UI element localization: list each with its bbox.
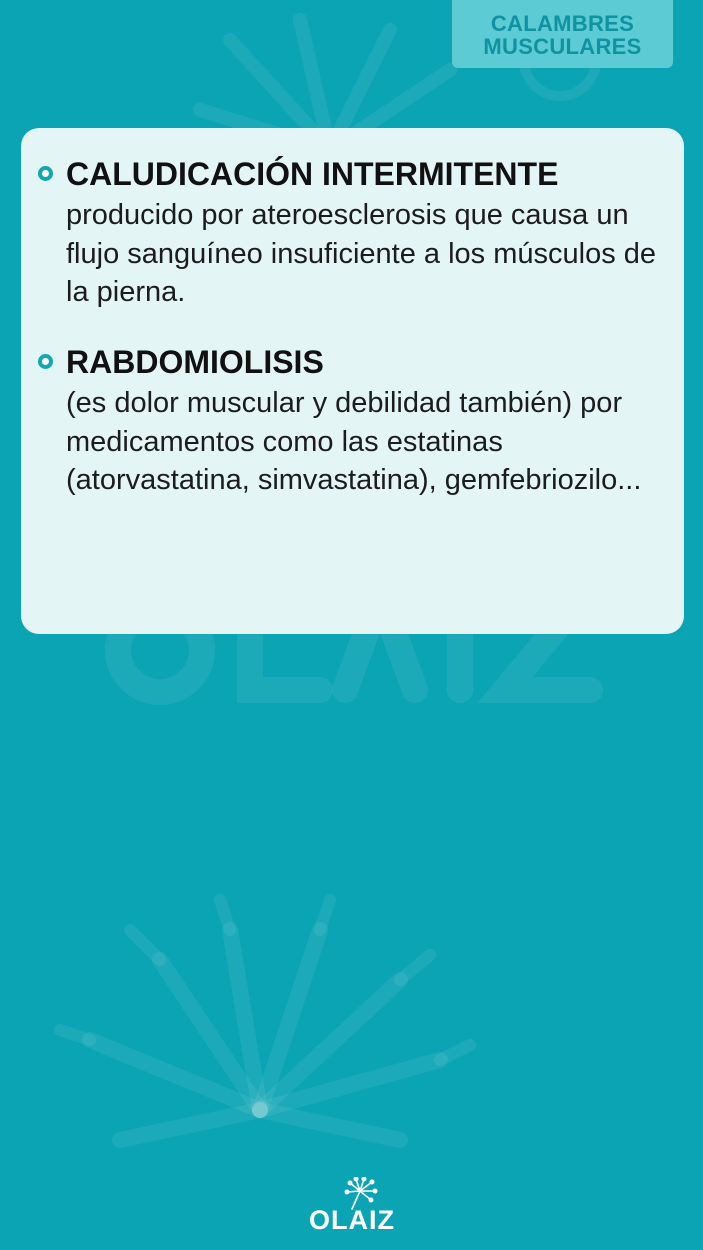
item-body: (es dolor muscular y debilidad también) por medicamentos como las estatinas (atorvastatina, simvastatina), gemfebriozilo...: [66, 387, 642, 496]
brand-logo: [292, 1177, 412, 1237]
badge-line-2: MUSCULARES: [483, 34, 642, 59]
content-card: [21, 128, 684, 634]
item-title: RABDOMIOLISIS: [66, 344, 324, 380]
item-body: producido por ateroesclerosis que causa un flujo sanguíneo insuficiente a los músculos de la pierna.: [66, 199, 657, 308]
item-title: CALUDICACIÓN INTERMITENTE: [66, 156, 559, 192]
circle-bullet-icon: [38, 166, 53, 181]
circle-bullet-icon: [38, 354, 53, 369]
section-badge: [452, 0, 673, 68]
logo-wordmark: OLAIZ: [309, 1205, 395, 1235]
badge-line-1: CALAMBRES: [490, 11, 635, 36]
